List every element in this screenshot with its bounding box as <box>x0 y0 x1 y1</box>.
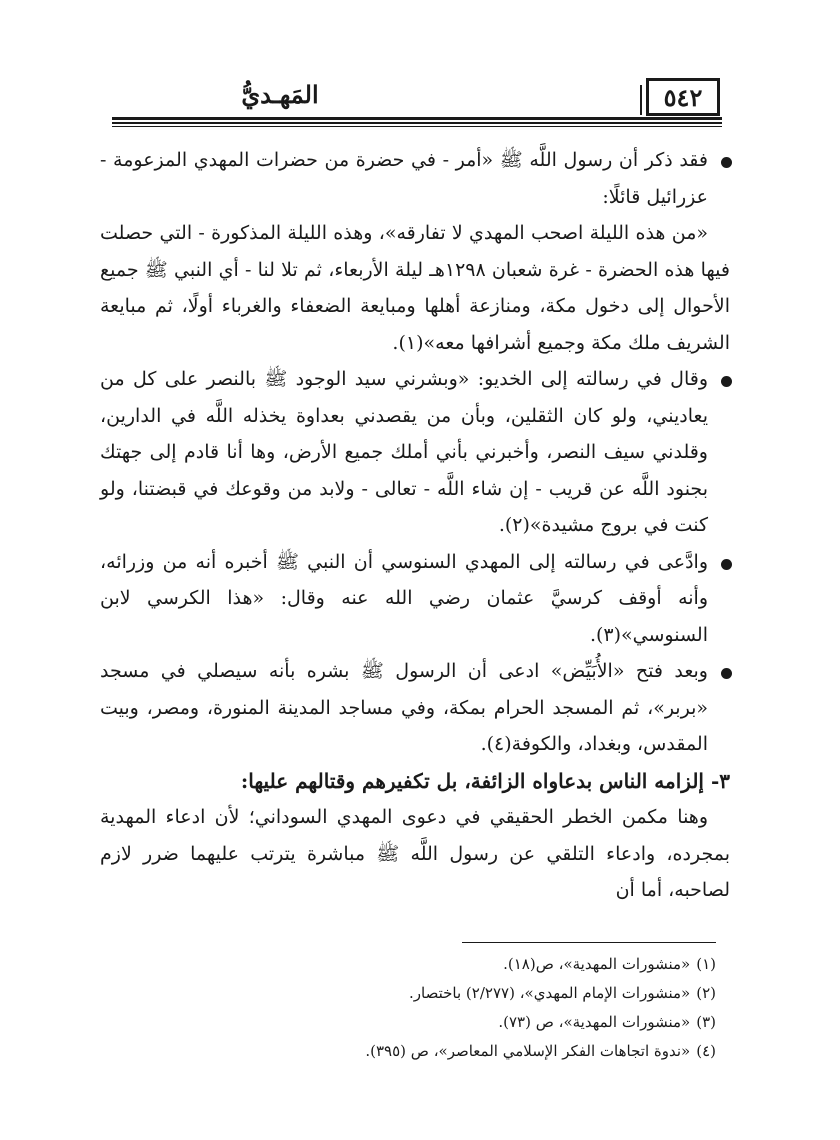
footnote-text: «منشورات المهدية»، ص(١٨). <box>503 955 691 973</box>
main-text <box>100 142 730 909</box>
footnote-item <box>300 950 716 979</box>
header-rule-thin <box>112 126 722 127</box>
paragraph-bullet: فقد ذكر أن رسول اللَّه ﷺ «أمر - في حضرة من حضرات المهدي المزعومة - عزرائيل قائلًا: <box>100 142 730 215</box>
running-header-title: المَهـديُّ <box>241 80 319 109</box>
header-rule-thick <box>112 117 722 120</box>
header-rule-medium <box>112 122 722 124</box>
paragraph-bullet: وقال في رسالته إلى الخديو: «وبشرني سيد الوجود ﷺ بالنصر على كل من يعاديني، ولو كان الثقلين، وبأن من يقصدني بعداوة يخذله اللَّه في الدارين، وقلدني سيف النصر، وأخبرني بأني أملك جميع الأرض، وها أنا قادم إلى جهتك بجنود اللَّه عن قريب - إن شاء اللَّه - تعالى - ولابد من وقوعك في قبضتنا، ولو كنت في بروج مشيدة»(٢). <box>100 361 730 544</box>
paragraph-body: وهنا مكمن الخطر الحقيقي في دعوى المهدي السوداني؛ لأن ادعاء المهدية بمجرده، وادعاء التلقي عن رسول اللَّه ﷺ مباشرة يترتب عليهما ضرر لازم لصاحبه، أما أن <box>100 806 730 901</box>
paragraph-quote: «من هذه الليلة اصحب المهدي لا تفارقه»، وهذه الليلة المذكورة - التي حصلت فيها هذه الحضرة - غرة شعبان ١٢٩٨هـ ليلة الأربعاء، ثم تلا لنا - أي النبي ﷺ جميع الأحوال إلى دخول مكة، ومنازعة أهلها ومبايعة الضعفاء والغرباء أولًا، ثم مبايعة الشريف ملك مكة وجميع أشرافها معه»(١). <box>100 222 730 354</box>
footnotes <box>300 950 716 1066</box>
footnote-item <box>300 1008 716 1037</box>
footnote-item <box>300 979 716 1008</box>
footnote-separator <box>462 942 716 943</box>
footnote-number: (٢) <box>696 984 716 1002</box>
footnote-number: (٤) <box>696 1042 716 1060</box>
section-heading: ٣- إلزامه الناس بدعاواه الزائفة، بل تكفيرهم وقتالهم عليها: <box>240 768 730 793</box>
paragraph-bullet: وبعد فتح «الأُبَيِّض» ادعى أن الرسول ﷺ بشره بأنه سيصلي في مسجد «بربر»، ثم المسجد الحرام بمكة، وفي مساجد المدينة المنورة، ومصر، وبيت المقدس، وبغداد، والكوفة(٤). <box>100 653 730 763</box>
footnote-number: (٣) <box>696 1013 716 1031</box>
paragraph-bullet: وادَّعى في رسالته إلى المهدي السنوسي أن النبي ﷺ أخبره أنه من وزرائه، وأنه أوقف كرسيَّ عثمان رضي الله عنه وقال: «هذا الكرسي لابن السنوسي»(٣). <box>100 544 730 654</box>
footnote-number: (١) <box>696 955 716 973</box>
footnote-text: «ندوة اتجاهات الفكر الإسلامي المعاصر»، ص (٣٩٥). <box>365 1042 691 1060</box>
page-number-box: ٥٤٢ <box>646 78 720 116</box>
footnote-item <box>300 1037 716 1066</box>
footnote-text: «منشورات الإمام المهدي»، (٢/٢٧٧) باختصار. <box>409 984 691 1002</box>
footnote-text: «منشورات المهدية»، ص (٧٣). <box>498 1013 691 1031</box>
